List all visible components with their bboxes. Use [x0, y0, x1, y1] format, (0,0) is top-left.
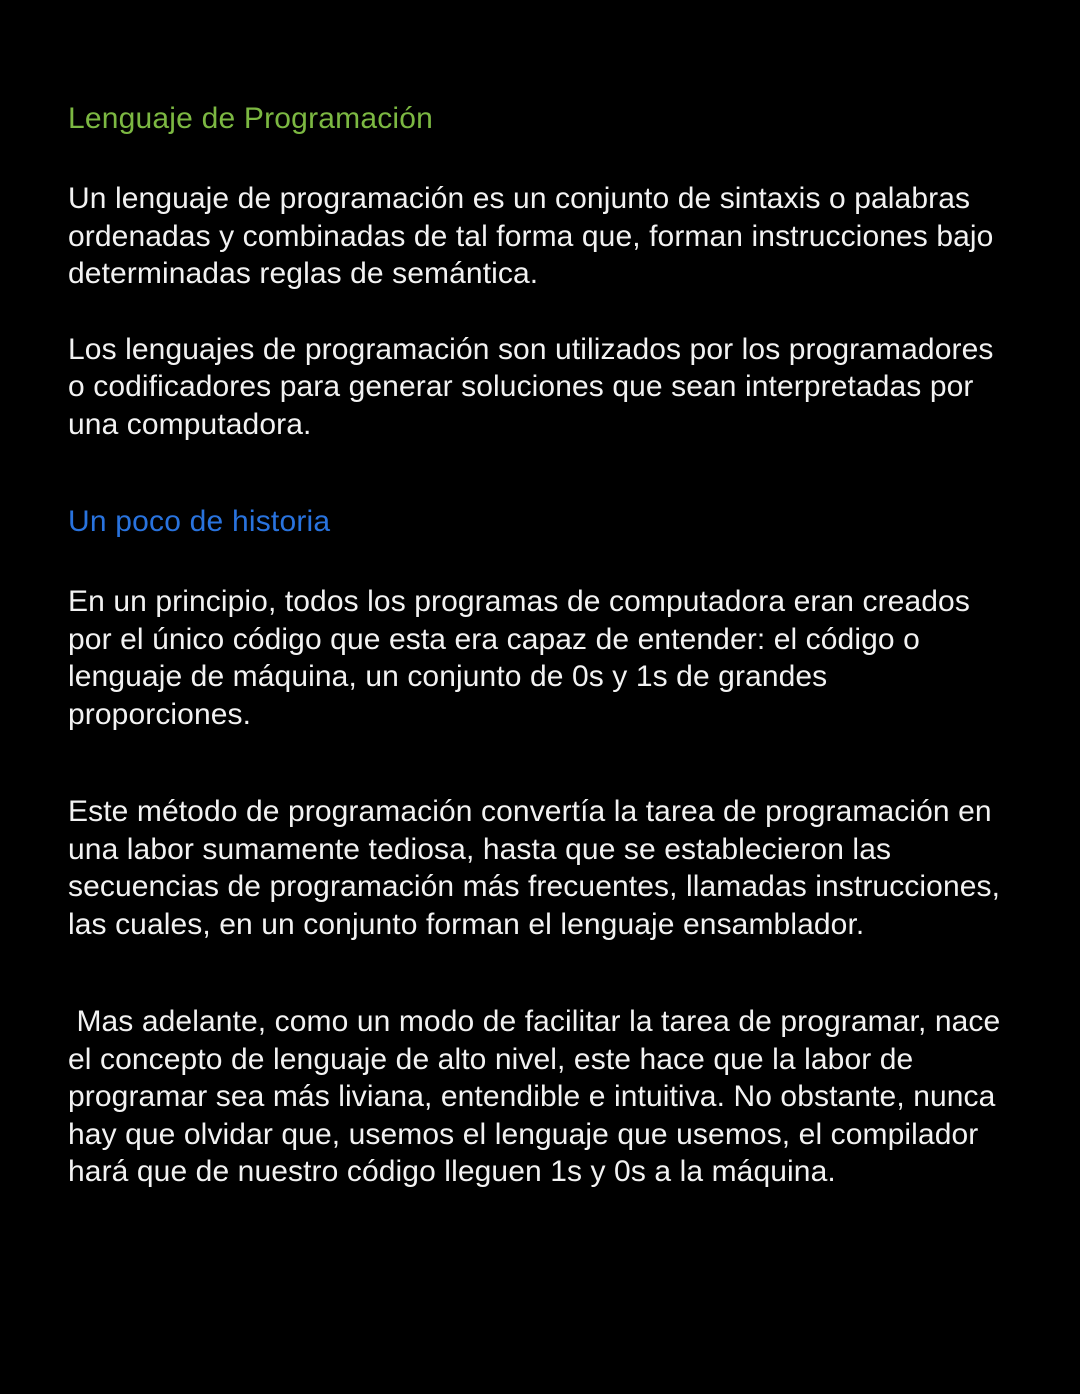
heading-un-poco-de-historia: Un poco de historia [68, 505, 331, 538]
paragraph-historia-2: Este método de programación convertía la tarea de programación en una labor sumamente tediosa, hasta que se establecieron las secuencias de programación más frecuentes, llamadas instrucciones, las cuales, en un conjunto forman el lenguaje ensamblador. [68, 795, 1009, 941]
paragraph-historia-3: Mas adelante, como un modo de facilitar la tarea de programar, nace el concepto de lenguaje de alto nivel, este hace que la labor de programar sea más liviana, entendible e intuitiva. No obstante, nunca hay que olvidar que, usemos el lenguaje que usemos, el compilador hará que de nuestro código lleguen 1s y 0s a la máquina. [68, 1005, 1009, 1188]
paragraph-definition-1: Un lenguaje de programación es un conjunto de sintaxis o palabras ordenadas y combinadas de tal forma que, forman instrucciones bajo determinadas reglas de semántica. [68, 182, 1002, 290]
heading-lenguaje-de-programacion: Lenguaje de Programación [68, 102, 434, 135]
paragraph-definition-2: Los lenguajes de programación son utilizados por los programadores o codificadores para generar soluciones que sean interpretadas por una computadora. [68, 332, 1002, 441]
paragraph-historia-1: En un principio, todos los programas de computadora eran creados por el único código que esta era capaz de entender: el código o lenguaje de máquina, un conjunto de 0s y 1s de grandes proporciones. [68, 585, 979, 731]
